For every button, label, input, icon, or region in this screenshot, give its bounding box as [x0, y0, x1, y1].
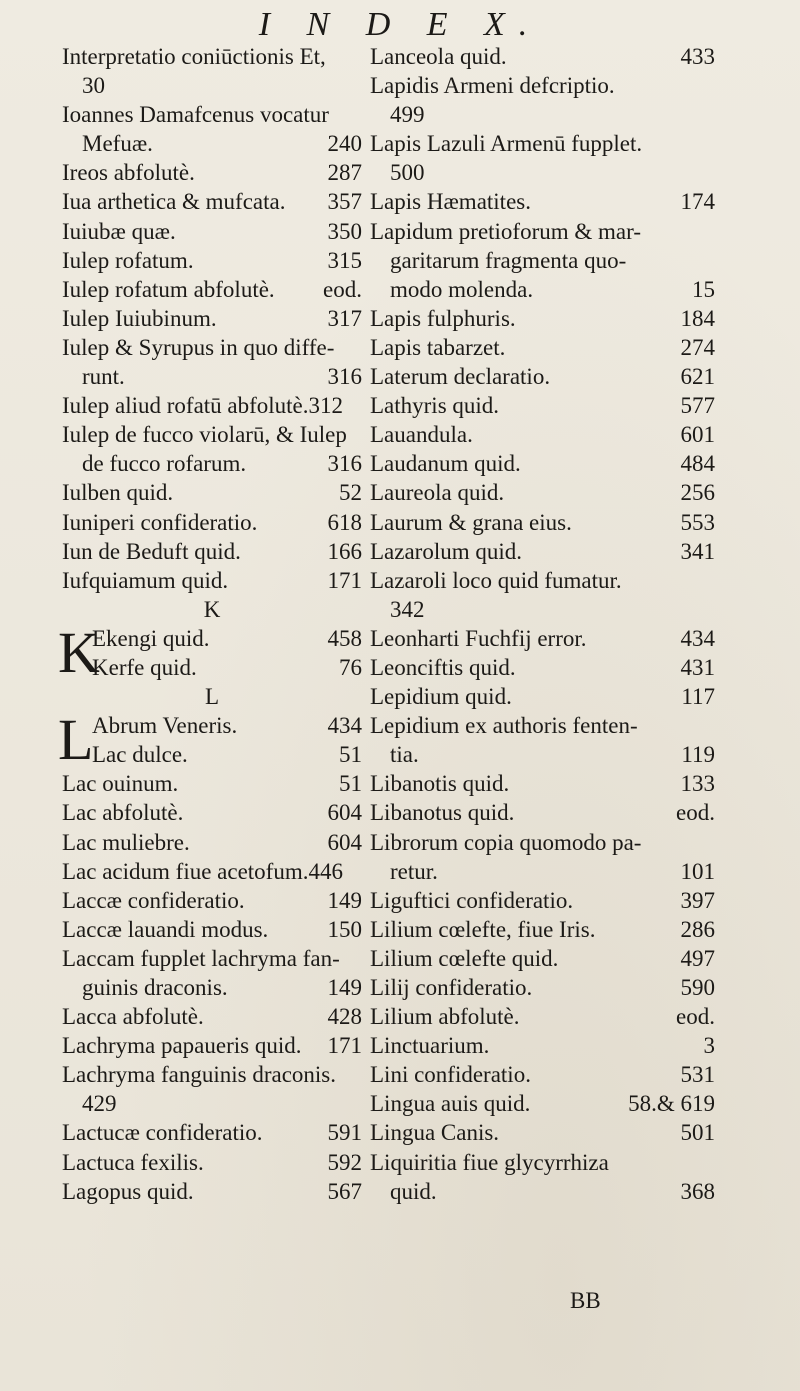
entry-text: Lactuca fexilis. [62, 1149, 204, 1175]
entry-text: guinis draconis. [82, 975, 228, 1000]
entry-text: Linctuarium. [370, 1033, 490, 1059]
index-entry [370, 420, 715, 449]
entry-text: Mefuæ. [82, 131, 153, 157]
index-entry [62, 566, 362, 595]
entry-text: Kerfe quid. [92, 654, 197, 680]
index-entry [62, 304, 362, 333]
entry-text: quid. [390, 1178, 437, 1204]
entry-text: Lac dulce. [92, 742, 188, 768]
entry-text: runt. [82, 364, 125, 390]
page-number: 431 [680, 654, 715, 680]
page-number: 368 [680, 1178, 715, 1204]
page-number: 149 [327, 975, 362, 1000]
page-number: 51 [339, 771, 362, 797]
entry-text: Abrum Veneris. [92, 713, 238, 739]
index-entry [62, 1089, 362, 1118]
index-entry [370, 333, 715, 362]
entry-text: Lanceola quid. [370, 44, 507, 69]
index-entry [370, 508, 715, 537]
index-entry [62, 71, 362, 100]
entry-text: Lapidis Armeni defcriptio. [370, 73, 615, 99]
index-entry [62, 886, 362, 915]
index-entry [370, 100, 715, 129]
index-entry [370, 915, 715, 944]
index-entry [370, 362, 715, 391]
entry-text: garitarum fragmenta quo- [390, 247, 627, 273]
index-entry [370, 1002, 715, 1031]
index-entry [370, 449, 715, 478]
page-number: 101 [680, 858, 715, 884]
page-number: 287 [327, 160, 362, 186]
entry-text: Libanotus quid. [370, 800, 515, 826]
index-entry [62, 275, 362, 304]
entry-text: Lapidum pretioforum & mar- [370, 218, 641, 244]
index-entry [62, 798, 362, 827]
index-entry [62, 100, 362, 129]
page-number: 166 [327, 538, 362, 564]
page-number: 58.& 619 [628, 1091, 715, 1117]
page-number: 341 [680, 538, 715, 564]
entry-text: Iulben quid. [62, 480, 174, 506]
index-entry [370, 391, 715, 420]
index-entry [370, 246, 715, 275]
page-number: 458 [327, 625, 362, 651]
entry-text: 30 [82, 73, 105, 99]
page-number: 171 [327, 567, 362, 593]
index-entry [62, 537, 362, 566]
index-entry [62, 158, 362, 187]
entry-text: Iulep Iuiubinum. [62, 305, 217, 331]
page-number: 484 [680, 451, 715, 477]
page-number: 531 [680, 1062, 715, 1088]
page-number: 591 [327, 1120, 362, 1146]
entry-text: Iufquiamum quid. [62, 567, 229, 593]
page-number: 434 [680, 625, 715, 651]
page-number: 274 [680, 334, 715, 360]
entry-text: Interpretatio coniūctionis Et, [62, 44, 326, 69]
entry-text: de fucco rofarum. [82, 451, 247, 477]
index-entry [62, 217, 362, 246]
page-number: 256 [680, 480, 715, 506]
entry-text: Lazaroli loco quid fumatur. [370, 567, 622, 593]
index-entry [370, 1148, 715, 1177]
index-entry [370, 42, 715, 71]
entry-text: L [204, 684, 220, 710]
page-number: 117 [681, 684, 715, 710]
entry-text: Librorum copia quomodo pa- [370, 829, 642, 855]
entry-text: Lazarolum quid. [370, 538, 523, 564]
index-entry [370, 1060, 715, 1089]
index-entry [62, 1148, 362, 1177]
index-entry [370, 71, 715, 100]
page-number: 357 [327, 189, 362, 215]
index-entry [62, 362, 362, 391]
index-entry [62, 420, 362, 449]
index-entry [62, 857, 362, 886]
page-number: 592 [327, 1149, 362, 1175]
index-entry [370, 304, 715, 333]
index-entry [370, 740, 715, 769]
entry-text: Ireos abfolutè. [62, 160, 195, 186]
page-number: 51 [339, 742, 362, 768]
index-entry [62, 973, 362, 1002]
index-entry [370, 595, 715, 624]
page-number: 621 [680, 364, 715, 390]
page-number: 15 [692, 276, 715, 302]
entry-text: tia. [390, 742, 419, 768]
entry-text: Laurum & grana eius. [370, 509, 572, 535]
index-entry [370, 129, 715, 158]
entry-text: Lachryma fanguinis draconis. [62, 1062, 336, 1088]
page-number: 150 [327, 916, 362, 942]
entry-text: Lapis tabarzet. [370, 334, 506, 360]
entry-text: Lepidium ex authoris fenten- [370, 713, 638, 739]
page-number: 3 [703, 1033, 715, 1059]
page-number: 184 [680, 305, 715, 331]
entry-text: Lapis fulphuris. [370, 305, 516, 331]
entry-text: Lilium cœlefte, fiue Iris. [370, 916, 596, 942]
entry-text: Iulep rofatum. [62, 247, 194, 273]
entry-text: Lapis Lazuli Armenū fupplet. [370, 131, 643, 157]
page-number: eod. [676, 800, 715, 826]
page-number: 76 [339, 654, 362, 680]
page-number: 590 [680, 975, 715, 1000]
entry-text: Liguftici confideratio. [370, 887, 574, 913]
entry-text: Iua arthetica & mufcata. [62, 189, 286, 215]
page-number: 433 [680, 44, 715, 69]
index-entry [370, 828, 715, 857]
page-number: 316 [327, 451, 362, 477]
index-entry [62, 828, 362, 857]
index-entry [62, 1060, 362, 1089]
entry-text: Liquiritia fiue glycyrrhiza [370, 1149, 609, 1175]
page-number: 286 [680, 916, 715, 942]
entry-text: Iulep aliud rofatū abfolutè.312 [62, 393, 344, 419]
index-entry [62, 740, 362, 769]
page-number: 601 [680, 422, 715, 448]
page-number: eod. [323, 276, 362, 302]
entry-text: Lini confideratio. [370, 1062, 531, 1088]
left-index-column [58, 42, 362, 1206]
entry-text: Leonciftis quid. [370, 654, 516, 680]
page-number: 174 [680, 189, 715, 215]
entry-text: Lauandula. [370, 422, 473, 448]
page-number: 604 [327, 829, 362, 855]
index-section-heading [62, 595, 362, 624]
entry-text: Lapis Hæmatites. [370, 189, 531, 215]
index-entry [370, 711, 715, 740]
drop-cap: L [58, 707, 94, 773]
entry-text: Iun de Beduft quid. [62, 538, 241, 564]
index-entry [370, 275, 715, 304]
page-number: 315 [327, 247, 362, 273]
index-entry [62, 1031, 362, 1060]
index-entry [62, 42, 362, 71]
index-entry [370, 944, 715, 973]
entry-text: Leonharti Fuchfij error. [370, 625, 587, 651]
page-number: 350 [327, 218, 362, 244]
page-number: 553 [680, 509, 715, 535]
index-entry [62, 449, 362, 478]
entry-text: 499 [390, 102, 425, 128]
entry-text: 429 [82, 1091, 117, 1117]
page-number: 119 [681, 742, 715, 768]
page-header: I N D E X. [258, 6, 542, 43]
index-entry [62, 653, 362, 682]
index-entry [62, 478, 362, 507]
page-number: 149 [327, 887, 362, 913]
index-entry [370, 1118, 715, 1147]
index-entry [62, 333, 362, 362]
index-entry [370, 769, 715, 798]
entry-text: Laterum declaratio. [370, 364, 551, 390]
index-entry [370, 624, 715, 653]
entry-text: Ekengi quid. [92, 625, 210, 651]
page-number: 317 [327, 305, 362, 331]
page-number: 618 [327, 509, 362, 535]
entry-text: Lac abfolutè. [62, 800, 184, 826]
entry-text: Lingua auis quid. [370, 1091, 531, 1117]
entry-text: Laureola quid. [370, 480, 505, 506]
entry-text: Iuiubæ quæ. [62, 218, 176, 244]
page-number: 133 [680, 771, 715, 797]
entry-text: Laccam fupplet lachryma fan- [62, 945, 340, 971]
page-number: 434 [327, 713, 362, 739]
entry-text: Lilium cœlefte quid. [370, 945, 559, 971]
page-number: 501 [680, 1120, 715, 1146]
index-entry [62, 1002, 362, 1031]
page-number: 397 [680, 887, 715, 913]
entry-text: Iulep rofatum abfolutè. [62, 276, 275, 302]
index-entry [370, 653, 715, 682]
entry-text: 500 [390, 160, 425, 186]
entry-text: modo molenda. [390, 276, 534, 302]
signature-mark: BB [570, 1288, 601, 1313]
index-entry [370, 1089, 715, 1118]
index-entry [370, 537, 715, 566]
index-entry [370, 1031, 715, 1060]
entry-text: Lactucæ confideratio. [62, 1120, 263, 1146]
page-number: eod. [676, 1004, 715, 1030]
page-number: 604 [327, 800, 362, 826]
page-number: 567 [327, 1178, 362, 1204]
index-entry [370, 158, 715, 187]
index-entry [370, 1177, 715, 1206]
index-entry [370, 973, 715, 1002]
entry-text: Libanotis quid. [370, 771, 510, 797]
entry-text: Lacca abfolutè. [62, 1004, 204, 1030]
index-section-heading [62, 682, 362, 711]
index-entry [62, 1177, 362, 1206]
index-entry [62, 187, 362, 216]
entry-text: Lac ouinum. [62, 771, 179, 797]
index-entry [62, 391, 362, 420]
entry-text: Lac acidum fiue acetofum.446 [62, 858, 343, 884]
page-number: 577 [680, 393, 715, 419]
entry-text: Iuniperi confideratio. [62, 509, 258, 535]
entry-text: K [203, 596, 221, 622]
entry-text: Lilij confideratio. [370, 975, 533, 1000]
page-number: 171 [327, 1033, 362, 1059]
entry-text: Lathyris quid. [370, 393, 500, 419]
page-number: 52 [339, 480, 362, 506]
index-entry [370, 217, 715, 246]
entry-text: Laccæ confideratio. [62, 887, 245, 913]
right-index-column [370, 42, 715, 1206]
entry-text: Ioannes Damafcenus vocatur [62, 102, 329, 128]
index-entry [62, 246, 362, 275]
index-entry [62, 944, 362, 973]
index-entry [370, 187, 715, 216]
page-number: 240 [327, 131, 362, 157]
index-entry [370, 682, 715, 711]
index-entry [62, 508, 362, 537]
entry-text: Laccæ lauandi modus. [62, 916, 269, 942]
entry-text: Lachryma papaueris quid. [62, 1033, 302, 1059]
index-entry [370, 857, 715, 886]
entry-text: Laudanum quid. [370, 451, 521, 477]
entry-text: Iulep de fucco violarū, & Iulep [62, 422, 347, 448]
entry-text: 342 [390, 596, 425, 622]
entry-text: Lingua Canis. [370, 1120, 500, 1146]
page-number: 428 [327, 1004, 362, 1030]
index-entry [62, 915, 362, 944]
entry-text: Lac muliebre. [62, 829, 190, 855]
index-entry [370, 798, 715, 827]
index-entry [62, 769, 362, 798]
entry-text: retur. [390, 858, 438, 884]
page-number: 497 [680, 945, 715, 971]
index-entry [370, 478, 715, 507]
index-entry [62, 129, 362, 158]
entry-text: Lepidium quid. [370, 684, 512, 710]
page-number: 316 [327, 364, 362, 390]
entry-text: Lagopus quid. [62, 1178, 194, 1204]
drop-cap: K [58, 619, 100, 685]
entry-text: Iulep & Syrupus in quo diffe- [62, 334, 335, 360]
index-entry [370, 886, 715, 915]
index-entry [62, 1118, 362, 1147]
entry-text: Lilium abfolutè. [370, 1004, 520, 1030]
index-entry [370, 566, 715, 595]
